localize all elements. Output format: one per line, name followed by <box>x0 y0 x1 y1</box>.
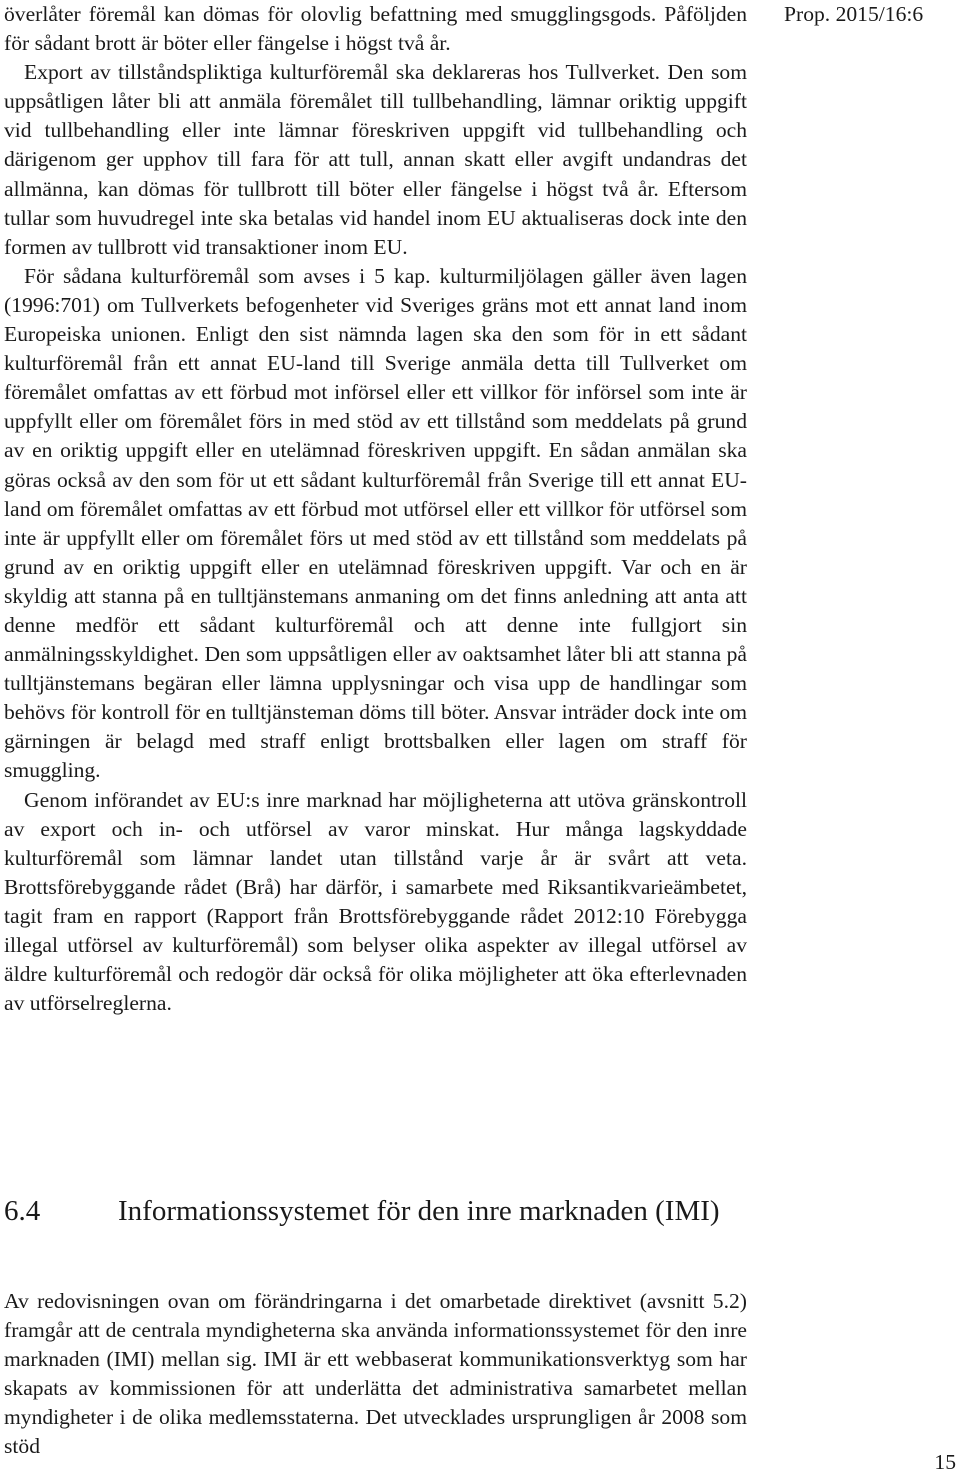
paragraph-2: Export av tillståndspliktiga kulturföremål ska deklareras hos Tullverket. Den som uppsåtligen låter bli att anmäla föremålet till tullbehandling, lämnar oriktig uppgift vid tullbehandling eller inte lämnar föreskriven uppgift vid tullbehandling och därigenom ger upphov till fara för att tull, annan skatt eller avgift undandras det allmänna, kan dömas för tullbrott till böter eller fängelse i högst två år. Eftersom tullar som huvudregel inte ska betalas vid handel inom EU aktualiseras dock inte den formen av tullbrott vid transaktioner inom EU. <box>4 60 747 259</box>
page-number: 15 <box>934 1450 956 1474</box>
section-title: Informationssystemet för den inre marknaden (IMI) <box>118 1195 720 1227</box>
section-body <box>4 1287 747 1462</box>
paragraph-3: För sådana kulturföremål som avses i 5 kap. kulturmiljölagen gäller även lagen (1996:701) om Tullverkets befogenheter vid Sveriges gräns mot ett annat land inom Europeiska unionen. Enligt den sist nämnda lagen ska den som för in ett sådant kulturföremål från ett annat EU-land till Sverige anmäla detta till Tullverket om föremålet omfattas av ett förbud mot införsel eller ett villkor för införsel som inte är uppfyllt eller om föremålet förs in med stöd av ett tillstånd som meddelats på grund av en oriktig uppgift eller en utelämnad föreskriven uppgift. En sådan anmälan ska göras också av den som för ut ett sådant kulturföremål från Sverige till ett annat EU-land om föremålet omfattas av ett förbud mot utförsel eller ett villkor för utförsel som inte är uppfyllt eller om föremålet förs ut med stöd av ett tillstånd som meddelats på grund av en oriktig uppgift eller en utelämnad föreskriven uppgift. Var och en är skyldig att stanna på en tulltjänstemans anmaning om det finns anledning att anta att denne medför ett sådant kulturföremål och att denne inte fullgjort sin anmälningsskyldighet. Den som uppsåtligen eller av oaktsamhet låter bli att stanna på tulltjänstemans begäran eller lämna upplysningar och visa upp de handlingar som behövs för kontroll för en tulltjänsteman döms till böter. Ansvar inträder dock inte om gärningen är belagd med straff enligt brottsbalken eller lagen om straff för smuggling. <box>4 263 747 783</box>
body-text <box>4 0 747 1018</box>
prop-reference: Prop. 2015/16:6 <box>784 2 924 26</box>
paragraph-1: överlåter föremål kan dömas för olovlig befattning med smugglingsgods. Påföljden för sådant brott är böter eller fängelse i högst två år. <box>4 2 747 56</box>
paragraph-4: Genom införandet av EU:s inre marknad har möjligheterna att utöva gränskontroll av export och in- och utförsel av varor minskat. Hur många lagskyddade kulturföremål som lämnar landet utan tillstånd varje år är svårt att veta. Brottsförebyggande rådet (Brå) har därför, i samarbete med Riksantikvarieämbetet, tagit fram en rapport (Rapport från Brottsförebyggande rådet 2012:10 Förebygga illegal utförsel av kulturföremål) som belyser olika aspekter av illegal utförsel av äldre kulturföremål och redogör där också för olika möjligheter att öka efterlevnaden av utförselreglerna. <box>4 787 747 1016</box>
section-number: 6.4 <box>4 1195 41 1227</box>
section-paragraph-1: Av redovisningen ovan om förändringarna i det omarbetade direktivet (avsnitt 5.2) framgår att de centrala myndigheterna ska använda informationssystemet för den inre marknaden (IMI) mellan sig. IMI är ett webbaserat kommunikationsverktyg som har skapats av kommissionen för att underlätta det administrativa samarbetet mellan myndigheter i de olika medlemsstaterna. Det utvecklades ursprungligen år 2008 som stöd <box>4 1289 747 1459</box>
section-heading <box>4 1192 747 1230</box>
